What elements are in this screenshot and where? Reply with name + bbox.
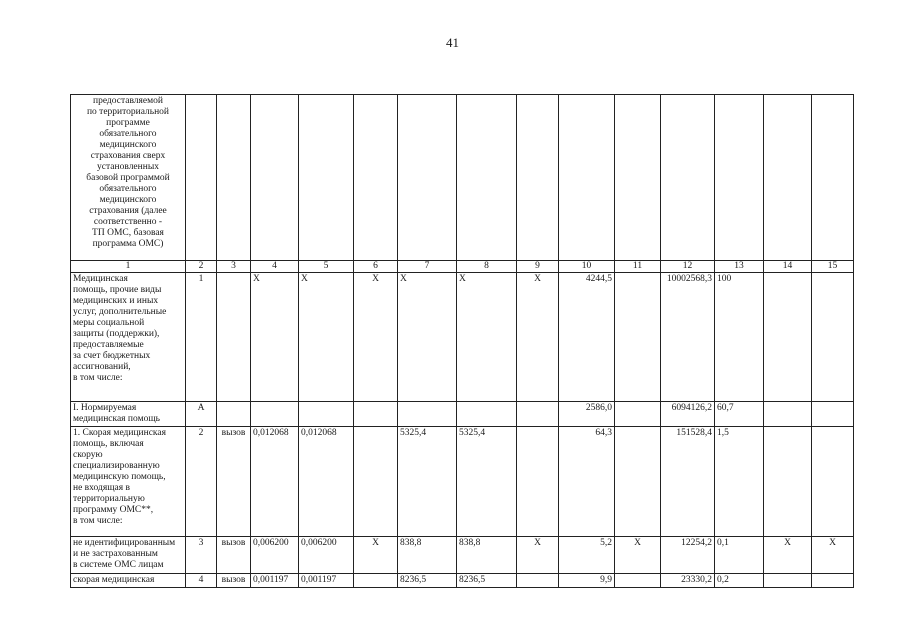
table-cell-col-4: 0,001197 — [251, 574, 299, 588]
table-cell-col-15: Х — [812, 537, 854, 574]
column-number-6: 6 — [354, 261, 398, 273]
header-label-line: установленных — [97, 162, 159, 172]
row-name-line: территориальную — [73, 494, 145, 504]
table-cell-col-6 — [354, 427, 398, 537]
table-cell-col-4 — [251, 402, 299, 427]
table-cell-col-13: 1,5 — [715, 427, 764, 537]
header-label-line: страхования сверх — [90, 151, 166, 161]
table-cell-col-15 — [812, 574, 854, 588]
table-row — [71, 402, 854, 427]
row-name-line: I. Нормируемая — [73, 403, 137, 413]
table-cell-col-12: 151528,4 — [661, 427, 715, 537]
row-name-line: 1. Скорая медицинская — [73, 428, 166, 438]
table-cell-col-7: 8236,5 — [398, 574, 457, 588]
table-cell-col-9 — [517, 427, 559, 537]
header-label-line: предоставляемой — [93, 96, 163, 106]
data-table — [70, 94, 854, 588]
table-cell-col-10: 9,9 — [559, 574, 615, 588]
header-label-line: ТП ОМС, базовая — [92, 228, 164, 238]
table-cell-col-6: Х — [354, 537, 398, 574]
table-cell-col-3 — [217, 273, 251, 402]
row-name-line: меры социальной — [73, 318, 145, 328]
row-name-line: защиты (поддержки), — [73, 329, 160, 339]
header-label-line: программа ОМС) — [92, 239, 164, 249]
table-row — [71, 427, 854, 537]
row-name — [71, 427, 186, 537]
table-cell-col-10: 2586,0 — [559, 402, 615, 427]
row-name-line: Медицинская — [73, 274, 128, 284]
table-cell-col-2: 4 — [186, 574, 217, 588]
row-name-line: не входящая в — [73, 483, 130, 493]
table-cell-col-7: 5325,4 — [398, 427, 457, 537]
column-number-5: 5 — [299, 261, 354, 273]
column-number-12: 12 — [661, 261, 715, 273]
table-cell-col-2: 3 — [186, 537, 217, 574]
table-cell-col-8 — [457, 402, 517, 427]
table-cell-col-4: 0,012068 — [251, 427, 299, 537]
table-cell-col-11 — [615, 402, 661, 427]
table-cell-col-2: А — [186, 402, 217, 427]
table-cell-col-2: 2 — [186, 427, 217, 537]
table-cell-col-14 — [764, 402, 812, 427]
table-cell-col-8: 5325,4 — [457, 427, 517, 537]
column-number-13: 13 — [715, 261, 764, 273]
table-cell-col-12: 12254,2 — [661, 537, 715, 574]
row-name — [71, 574, 186, 588]
table-cell-col-15 — [812, 427, 854, 537]
column-number-1: 1 — [71, 261, 186, 273]
header-label-line: программе — [106, 118, 150, 128]
table-cell-col-3: вызов — [217, 574, 251, 588]
page-number: 41 — [446, 35, 459, 50]
row-name — [71, 537, 186, 574]
table-cell-col-10: 4244,5 — [559, 273, 615, 402]
table-cell-col-12: 23330,2 — [661, 574, 715, 588]
row-name-line: специализированную — [73, 461, 160, 471]
table-cell-col-15 — [812, 273, 854, 402]
table-cell-col-14 — [764, 273, 812, 402]
table-cell-col-10: 5,2 — [559, 537, 615, 574]
table-cell-col-13: 60,7 — [715, 402, 764, 427]
header-label-line: по территориальной — [86, 107, 170, 117]
column-number-7: 7 — [398, 261, 457, 273]
table-cell-col-11 — [615, 574, 661, 588]
header-label-line: базовой программой — [86, 173, 170, 183]
table-cell-col-6: Х — [354, 273, 398, 402]
table-cell-col-11: Х — [615, 537, 661, 574]
row-name-line: в том числе: — [73, 373, 123, 383]
table-cell-col-7 — [398, 402, 457, 427]
header-label-line: медицинского — [99, 195, 157, 205]
table-cell-col-9: Х — [517, 537, 559, 574]
table-cell-col-5: 0,001197 — [299, 574, 354, 588]
column-number-11: 11 — [615, 261, 661, 273]
row-name-line: программу ОМС**, — [73, 505, 154, 515]
row-name-line: не идентифицированным — [73, 538, 176, 548]
header-label-line: обязательного — [99, 184, 157, 194]
table-cell-col-9: Х — [517, 273, 559, 402]
column-number-9: 9 — [517, 261, 559, 273]
table-cell-col-9 — [517, 574, 559, 588]
column-number-2: 2 — [186, 261, 217, 273]
table-cell-col-5: Х — [299, 273, 354, 402]
table-cell-col-6 — [354, 402, 398, 427]
table-cell-col-13: 100 — [715, 273, 764, 402]
table-cell-col-8: Х — [457, 273, 517, 402]
row-name-line: медицинских и иных — [73, 296, 159, 306]
table-cell-col-3: вызов — [217, 537, 251, 574]
row-name-line: в системе ОМС лицам — [73, 560, 164, 570]
table-cell-col-4: 0,006200 — [251, 537, 299, 574]
header-label-line: страхования (далее — [89, 206, 167, 216]
table-cell-col-4: Х — [251, 273, 299, 402]
header-row — [71, 95, 854, 261]
column-number-8: 8 — [457, 261, 517, 273]
table-cell-col-7: 838,8 — [398, 537, 457, 574]
table-cell-col-2: 1 — [186, 273, 217, 402]
header-label-line: обязательного — [99, 129, 157, 139]
row-name-line: и не застрахованным — [73, 549, 158, 559]
table-cell-col-5 — [299, 402, 354, 427]
column-number-15: 15 — [812, 261, 854, 273]
table-cell-col-8: 8236,5 — [457, 574, 517, 588]
row-name-line: медицинскую помощь, — [73, 472, 166, 482]
row-name-line: медицинская помощь — [73, 414, 160, 424]
column-number-14: 14 — [764, 261, 812, 273]
column-number-4: 4 — [251, 261, 299, 273]
table-cell-col-6 — [354, 574, 398, 588]
row-name — [71, 402, 186, 427]
table-cell-col-14: Х — [764, 537, 812, 574]
table-cell-col-8: 838,8 — [457, 537, 517, 574]
table-cell-col-13: 0,1 — [715, 537, 764, 574]
row-name-line: помощь, прочие виды — [73, 285, 162, 295]
table-cell-col-12: 10002568,3 — [661, 273, 715, 402]
row-name-line: скорая медицинская — [73, 575, 155, 585]
table-cell-col-7: Х — [398, 273, 457, 402]
row-name — [71, 273, 186, 402]
table-cell-col-10: 64,3 — [559, 427, 615, 537]
table-cell-col-14 — [764, 427, 812, 537]
header-label — [71, 95, 186, 261]
table-row — [71, 273, 854, 402]
column-number-10: 10 — [559, 261, 615, 273]
table-cell-col-11 — [615, 427, 661, 537]
table-cell-col-3: вызов — [217, 427, 251, 537]
table-cell-col-14 — [764, 574, 812, 588]
column-number-3: 3 — [217, 261, 251, 273]
table-cell-col-13: 0,2 — [715, 574, 764, 588]
row-name-line: помощь, включая — [73, 439, 144, 449]
row-name-line: предоставляемые — [73, 340, 144, 350]
table-cell-col-5: 0,012068 — [299, 427, 354, 537]
column-number-row — [71, 261, 854, 273]
row-name-line: за счет бюджетных — [73, 351, 151, 361]
table-cell-col-15 — [812, 402, 854, 427]
header-label-line: медицинского — [99, 140, 157, 150]
table-cell-col-3 — [217, 402, 251, 427]
table-cell-col-12: 6094126,2 — [661, 402, 715, 427]
table-cell-col-11 — [615, 273, 661, 402]
row-name-line: ассигнований, — [73, 362, 131, 372]
table-row — [71, 537, 854, 574]
table-row — [71, 574, 854, 588]
table-cell-col-5: 0,006200 — [299, 537, 354, 574]
row-name-line: скорую — [73, 450, 103, 460]
header-label-line: соответственно - — [93, 217, 163, 227]
row-name-line: услуг, дополнительные — [73, 307, 167, 317]
row-name-line: в том числе: — [73, 516, 123, 526]
table-cell-col-9 — [517, 402, 559, 427]
